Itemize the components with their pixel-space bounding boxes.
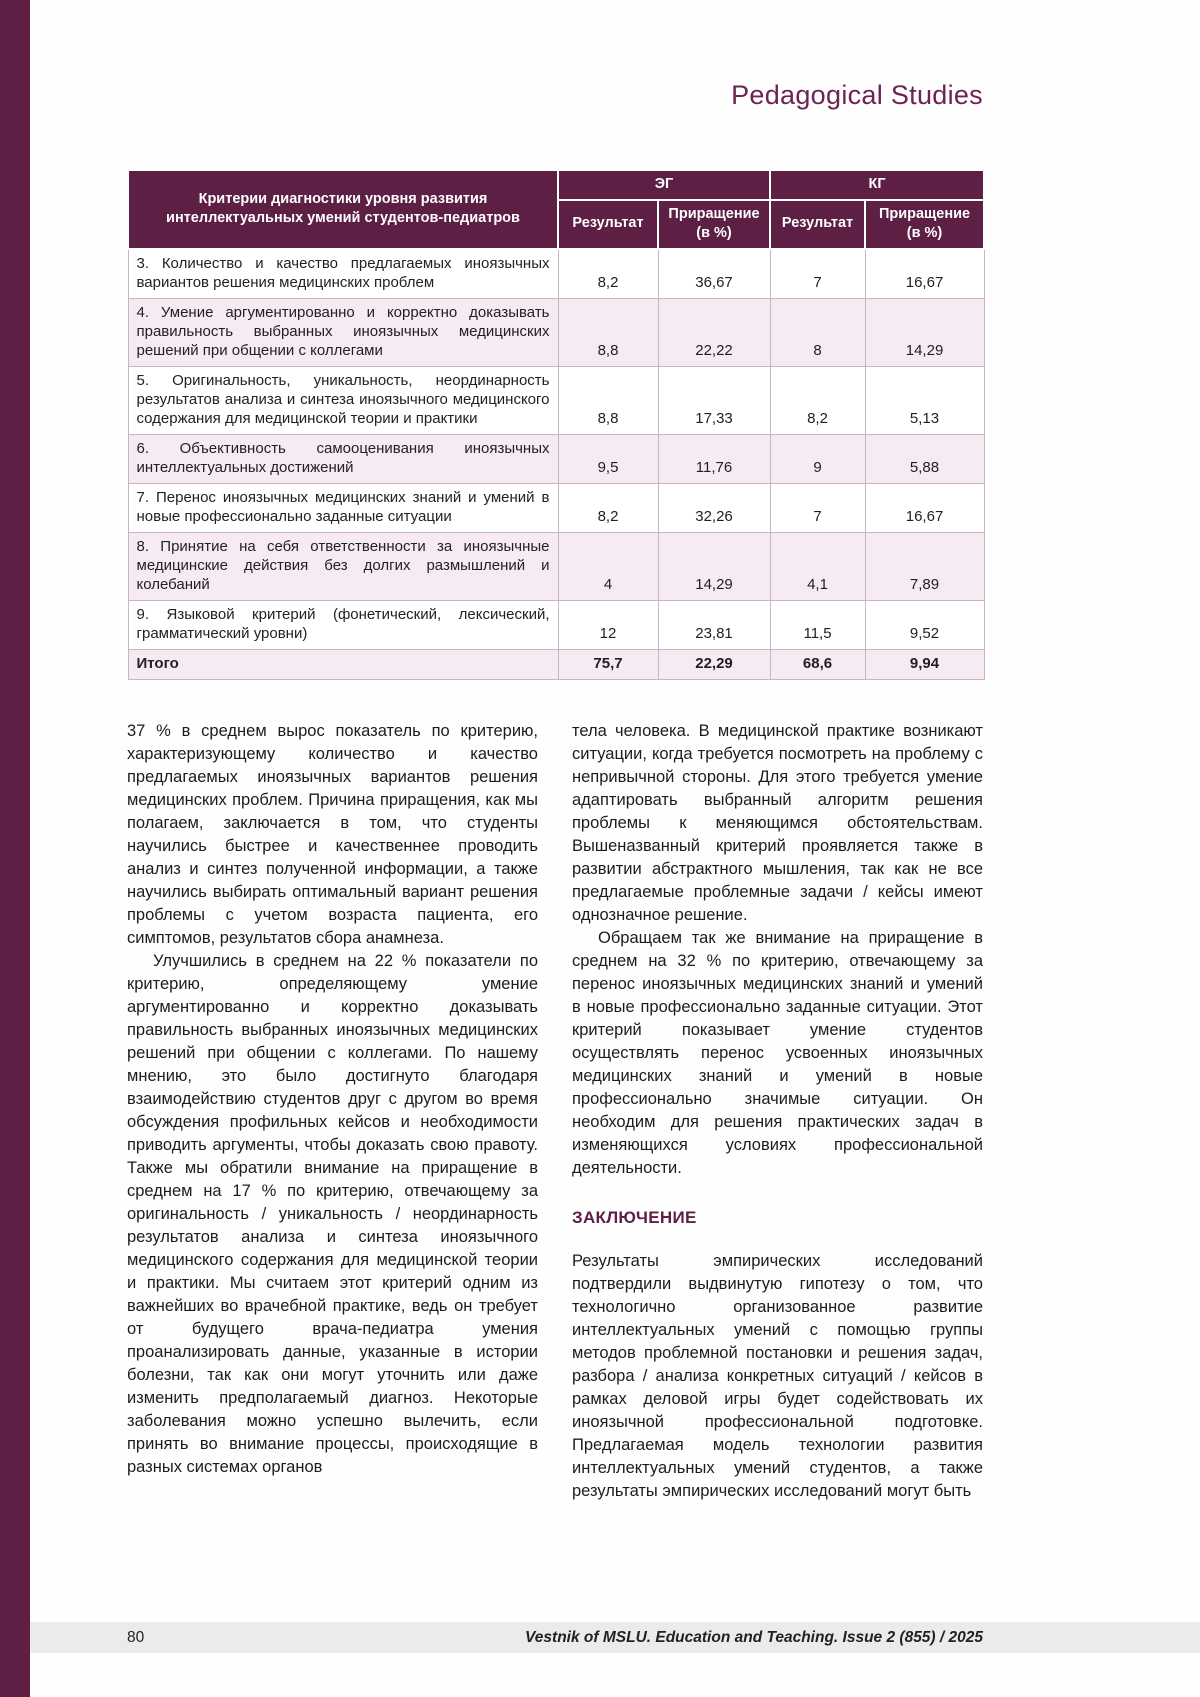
eg-result-cell: 9,5: [558, 434, 658, 483]
page-footer: [30, 1622, 1200, 1653]
eg-increment-total-cell: 22,29: [658, 649, 770, 679]
table-row: [128, 434, 984, 483]
kg-result-header-cell: Результат: [770, 200, 865, 249]
eg-group-header-cell: ЭГ: [558, 170, 770, 200]
paragraph: Обращаем так же внимание на приращение в среднем на 32 % по критерию, отвечающему за перенос иноязычных медицинских знаний и умений в новые профессионально заданные ситуации. Этот критерий показывает умение студентов осуществлять перенос усвоенных иноязычных медицинских знаний и умений в новые профессионально значимые ситуации. Он необходим для решения практических задач в изменяющихся условиях профессиональной деятельности.: [572, 928, 983, 1177]
table-row: [128, 298, 984, 366]
eg-result-cell: 8,2: [558, 249, 658, 299]
eg-increment-cell: 36,67: [658, 249, 770, 299]
criteria-cell: 6. Объективность самооценивания иноязычных интеллектуальных достижений: [128, 434, 558, 483]
article-body: [127, 720, 983, 1503]
running-head: [127, 80, 983, 111]
right-column: [572, 720, 983, 1503]
kg-increment-cell: 14,29: [865, 298, 984, 366]
kg-result-cell: 4,1: [770, 532, 865, 600]
kg-increment-total-cell: 9,94: [865, 649, 984, 679]
kg-result-cell: 9: [770, 434, 865, 483]
kg-result-cell: 8: [770, 298, 865, 366]
kg-increment-cell: 16,67: [865, 483, 984, 532]
kg-increment-cell: 7,89: [865, 532, 984, 600]
footer-citation: Vestnik of MSLU. Education and Teaching. Issue 2 (855) / 2025: [525, 1628, 983, 1646]
eg-increment-cell: 11,76: [658, 434, 770, 483]
kg-group-header-cell: КГ: [770, 170, 984, 200]
kg-increment-cell: 16,67: [865, 249, 984, 299]
total-label-cell: Итого: [128, 649, 558, 679]
page-content: [127, 0, 983, 1503]
footer-content: [127, 1622, 983, 1653]
kg-result-total-cell: 68,6: [770, 649, 865, 679]
eg-result-cell: 4: [558, 532, 658, 600]
paragraph: Результаты эмпирических исследований подтвердили выдвинутую гипотезу о том, что технологично организованное развитие интеллектуальных умений с помощью группы методов проблемной постановки и решения задач, разбора / анализа конкретных ситуаций / кейсов в рамках деловой игры будет содействовать их иноязычной профессиональной подготовке. Предлагаемая модель технологии развития интеллектуальных умений студентов, а также результаты эмпирических исследований могут быть: [572, 1251, 983, 1500]
eg-result-cell: 8,8: [558, 366, 658, 434]
eg-result-cell: 12: [558, 600, 658, 649]
eg-increment-cell: 17,33: [658, 366, 770, 434]
kg-increment-cell: 5,13: [865, 366, 984, 434]
eg-increment-cell: 14,29: [658, 532, 770, 600]
eg-result-total-cell: 75,7: [558, 649, 658, 679]
results-table: [127, 169, 985, 680]
eg-increment-cell: 23,81: [658, 600, 770, 649]
criteria-cell: 7. Перенос иноязычных медицинских знаний и умений в новые профессионально заданные ситуации: [128, 483, 558, 532]
eg-increment-cell: 32,26: [658, 483, 770, 532]
eg-result-cell: 8,8: [558, 298, 658, 366]
table-header-row-groups: [128, 170, 984, 200]
left-column: [127, 720, 538, 1503]
table-body: [128, 249, 984, 680]
table-row: [128, 532, 984, 600]
eg-result-header-cell: Результат: [558, 200, 658, 249]
table-row: [128, 249, 984, 299]
journal-section-title: Pedagogical Studies: [731, 80, 983, 110]
criteria-cell: 8. Принятие на себя ответственности за иноязычные медицинские действия без долгих размышлений и колебаний: [128, 532, 558, 600]
eg-increment-cell: 22,22: [658, 298, 770, 366]
conclusion-heading: ЗАКЛЮЧЕНИЕ: [572, 1207, 697, 1227]
criteria-cell: 5. Оригинальность, уникальность, неординарность результатов анализа и синтеза иноязычного медицинского содержания для медицинской теории и практики: [128, 366, 558, 434]
kg-result-cell: 11,5: [770, 600, 865, 649]
page-number: 80: [127, 1628, 145, 1646]
left-accent-bar: [0, 0, 30, 1697]
kg-increment-cell: 5,88: [865, 434, 984, 483]
eg-increment-header-cell: Приращение (в %): [658, 200, 770, 249]
table-header: [128, 170, 984, 249]
table-row: [128, 600, 984, 649]
kg-result-cell: 7: [770, 249, 865, 299]
criteria-cell: 4. Умение аргументированно и корректно доказывать правильность выбранных иноязычных медицинских решений при общении с коллегами: [128, 298, 558, 366]
paragraph: тела человека. В медицинской практике возникают ситуации, когда требуется посмотреть на проблему с непривычной стороны. Для этого требуется умение адаптировать выбранный алгоритм решения проблемы к меняющимся обстоятельствам. Вышеназванный критерий проявляется также в развитии абстрактного мышления, так как не все предлагаемые проблемные задачи / кейсы имеют однозначное решение.: [572, 721, 983, 924]
criteria-header-cell: Критерии диагностики уровня развития интеллектуальных умений студентов-педиатров: [128, 170, 558, 249]
table-row: [128, 366, 984, 434]
eg-result-cell: 8,2: [558, 483, 658, 532]
table-row: [128, 483, 984, 532]
kg-result-cell: 7: [770, 483, 865, 532]
table-total-row: [128, 649, 984, 679]
paragraph: 37 % в среднем вырос показатель по критерию, характеризующему количество и качество предлагаемых иноязычных вариантов решения медицинских проблем. Причина приращения, как мы полагаем, заключается в том, что студенты научились быстрее и качественнее проводить анализ и синтез полученной информации, а также научились выбирать оптимальный вариант решения проблемы с учетом возраста пациента, его симптомов, результатов сбора анамнеза.: [127, 721, 538, 947]
criteria-cell: 9. Языковой критерий (фонетический, лексический, грамматический уровни): [128, 600, 558, 649]
paragraph: Улучшились в среднем на 22 % показатели по критерию, определяющему умение аргументированно и корректно доказывать правильность выбранных иноязычных медицинских решений при общении с коллегами. По нашему мнению, это было достигнуто благодаря взаимодействию студентов друг с другом во время обсуждения профильных кейсов и необходимости приводить аргументы, чтобы доказать свою правоту. Также мы обратили внимание на приращение в среднем на 17 % по критерию, отвечающему за оригинальность / уникальность / неординарность результатов анализа и синтеза иноязычного медицинского содержания для медицинской теории и практики. Мы считаем этот критерий одним из важнейших во врачебной практике, ведь он требует от будущего врача-педиатра умения проанализировать данные, указанные в истории болезни, так как они могут уточнить или даже изменить предполагаемый диагноз. Некоторые заболевания можно успешно вылечить, если принять во внимание процессы, происходящие в разных системах органов: [127, 951, 538, 1476]
kg-result-cell: 8,2: [770, 366, 865, 434]
kg-increment-header-cell: Приращение (в %): [865, 200, 984, 249]
kg-increment-cell: 9,52: [865, 600, 984, 649]
criteria-cell: 3. Количество и качество предлагаемых иноязычных вариантов решения медицинских проблем: [128, 249, 558, 299]
